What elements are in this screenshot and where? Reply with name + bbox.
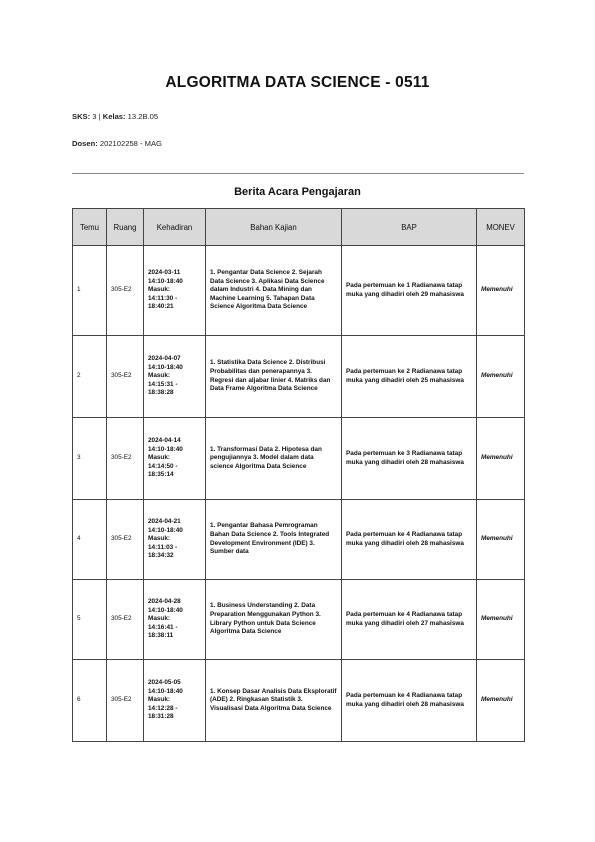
kehadiran-line: 14:10-18:40 — [148, 526, 183, 534]
kehadiran-line: Masuk: — [148, 535, 171, 543]
kehadiran-line: 18:38:28 — [148, 389, 174, 397]
kehadiran-line: 2024-04-28 — [148, 598, 181, 606]
kehadiran-line: 2024-05-05 — [148, 679, 181, 687]
kehadiran-line: 14:10-18:40 — [148, 687, 183, 695]
cell-ruang: 305-E2 — [107, 500, 144, 580]
col-header-monev: MONEV — [477, 209, 525, 246]
cell-ruang: 305-E2 — [107, 660, 144, 742]
kehadiran-line: 14:10-18:40 — [148, 277, 183, 285]
cell-ruang: 305-E2 — [107, 336, 144, 418]
kelas-label: Kelas: — [102, 112, 126, 121]
kehadiran-line: 2024-04-14 — [148, 437, 181, 445]
sks-kelas-line — [72, 112, 158, 121]
kehadiran-line: 18:38:11 — [148, 632, 174, 640]
kehadiran-line: Masuk: — [148, 615, 171, 623]
kehadiran-line: Masuk: — [148, 372, 171, 380]
kehadiran-line: 18:34:32 — [148, 552, 174, 560]
cell-bahan-kajian: 1. Business Understanding 2. Data Preparation Menggunakan Python 3. Library Python untuk Data Science Algoritma Data Science — [206, 580, 342, 660]
cell-kehadiran — [144, 336, 206, 418]
kehadiran-line: 14:11:03 - — [148, 543, 178, 551]
kehadiran-line: 18:40:21 — [148, 303, 174, 311]
kehadiran-line: 18:31:28 — [148, 713, 174, 721]
cell-kehadiran — [144, 246, 206, 336]
cell-bahan-kajian: 1. Pengantar Bahasa Pemrograman Bahan Data Science 2. Tools Integrated Development Environment (IDE) 3. Sumber data — [206, 500, 342, 580]
cell-bahan-kajian: 1. Transformasi Data 2. Hipotesa dan pengujiannya 3. Model dalam data science Algoritma Data Science — [206, 418, 342, 500]
cell-monev: Memenuhi — [477, 660, 525, 742]
kehadiran-line: 14:15:31 - — [148, 380, 178, 388]
cell-temu: 2 — [73, 336, 107, 418]
document-title: ALGORITMA DATA SCIENCE - 0511 — [165, 74, 430, 91]
cell-bap: Pada pertemuan ke 4 Radianawa tatap muka yang dihadiri oleh 27 mahasiswa — [342, 580, 477, 660]
cell-kehadiran — [144, 580, 206, 660]
table-row — [73, 660, 525, 742]
dosen-value: 202102258 - MAG — [99, 139, 162, 148]
cell-monev: Memenuhi — [477, 246, 525, 336]
table-row — [73, 418, 525, 500]
col-header-bahan-kajian: Bahan Kajian — [206, 209, 342, 246]
section-title: Berita Acara Pengajaran — [234, 186, 361, 198]
kehadiran-line: Masuk: — [148, 454, 171, 462]
kehadiran-line: 2024-03-11 — [148, 269, 181, 277]
kehadiran-line: 14:16:41 - — [148, 623, 178, 631]
cell-temu: 6 — [73, 660, 107, 742]
separator: | — [98, 112, 101, 121]
table-header-row — [73, 209, 525, 246]
col-header-temu: Temu — [73, 209, 107, 246]
cell-temu: 1 — [73, 246, 107, 336]
cell-bap: Pada pertemuan ke 1 Radianawa tatap muka yang dihadiri oleh 29 mahasiswa — [342, 246, 477, 336]
sks-value: 3 — [92, 112, 97, 121]
sks-label: SKS: — [72, 112, 91, 121]
cell-bap: Pada pertemuan ke 3 Radianawa tatap muka yang dihadiri oleh 28 mahasiswa — [342, 418, 477, 500]
cell-kehadiran — [144, 418, 206, 500]
cell-bahan-kajian: 1. Konsep Dasar Analisis Data Eksploratif (ADE) 2. Ringkasan Statistik 3. Visualisasi Data Algoritma Data Science — [206, 660, 342, 742]
header-divider — [72, 173, 524, 174]
kehadiran-line: 14:12:28 - — [148, 704, 178, 712]
cell-bap: Pada pertemuan ke 2 Radianawa tatap muka yang dihadiri oleh 25 mahasiswa — [342, 336, 477, 418]
kehadiran-line: 18:35:14 — [148, 471, 174, 479]
bap-table — [72, 208, 525, 742]
kehadiran-line: 14:11:30 - — [148, 294, 178, 302]
cell-kehadiran — [144, 500, 206, 580]
cell-bap: Pada pertemuan ke 4 Radianawa tatap muka yang dihadiri oleh 28 mahasiswa — [342, 500, 477, 580]
table-row — [73, 580, 525, 660]
cell-bap: Pada pertemuan ke 4 Radianawa tatap muka yang dihadiri oleh 28 mahasiswa — [342, 660, 477, 742]
kehadiran-line: 2024-04-07 — [148, 355, 181, 363]
cell-temu: 3 — [73, 418, 107, 500]
kehadiran-line: 14:10-18:40 — [148, 445, 183, 453]
dosen-label: Dosen: — [72, 139, 98, 148]
kehadiran-line: 14:10-18:40 — [148, 363, 183, 371]
kehadiran-line: 14:10-18:40 — [148, 606, 183, 614]
cell-monev: Memenuhi — [477, 336, 525, 418]
cell-kehadiran — [144, 660, 206, 742]
kehadiran-line: Masuk: — [148, 696, 171, 704]
kehadiran-line: Masuk: — [148, 286, 171, 294]
col-header-kehadiran: Kehadiran — [144, 209, 206, 246]
cell-bahan-kajian: 1. Statistika Data Science 2. Distribusi Probabilitas dan penerapannya 3. Regresi dan aljabar linier 4. Matriks dan Data Frame Algoritma Data Science — [206, 336, 342, 418]
col-header-ruang: Ruang — [107, 209, 144, 246]
table-row — [73, 336, 525, 418]
kelas-value: 13.2B.05 — [127, 112, 159, 121]
cell-ruang: 305-E2 — [107, 418, 144, 500]
cell-monev: Memenuhi — [477, 580, 525, 660]
cell-bahan-kajian: 1. Pengantar Data Science 2. Sejarah Data Science 3. Aplikasi Data Science dalam Industri 4. Data Mining dan Machine Learning 5. Tahapan Data Science Algoritma Data Science — [206, 246, 342, 336]
cell-monev: Memenuhi — [477, 418, 525, 500]
table-row — [73, 500, 525, 580]
dosen-line — [72, 139, 162, 148]
kehadiran-line: 14:14:50 - — [148, 462, 178, 470]
cell-ruang: 305-E2 — [107, 580, 144, 660]
kehadiran-line: 2024-04-21 — [148, 518, 181, 526]
cell-ruang: 305-E2 — [107, 246, 144, 336]
cell-monev: Memenuhi — [477, 500, 525, 580]
col-header-bap: BAP — [342, 209, 477, 246]
table-row — [73, 246, 525, 336]
cell-temu: 5 — [73, 580, 107, 660]
cell-temu: 4 — [73, 500, 107, 580]
